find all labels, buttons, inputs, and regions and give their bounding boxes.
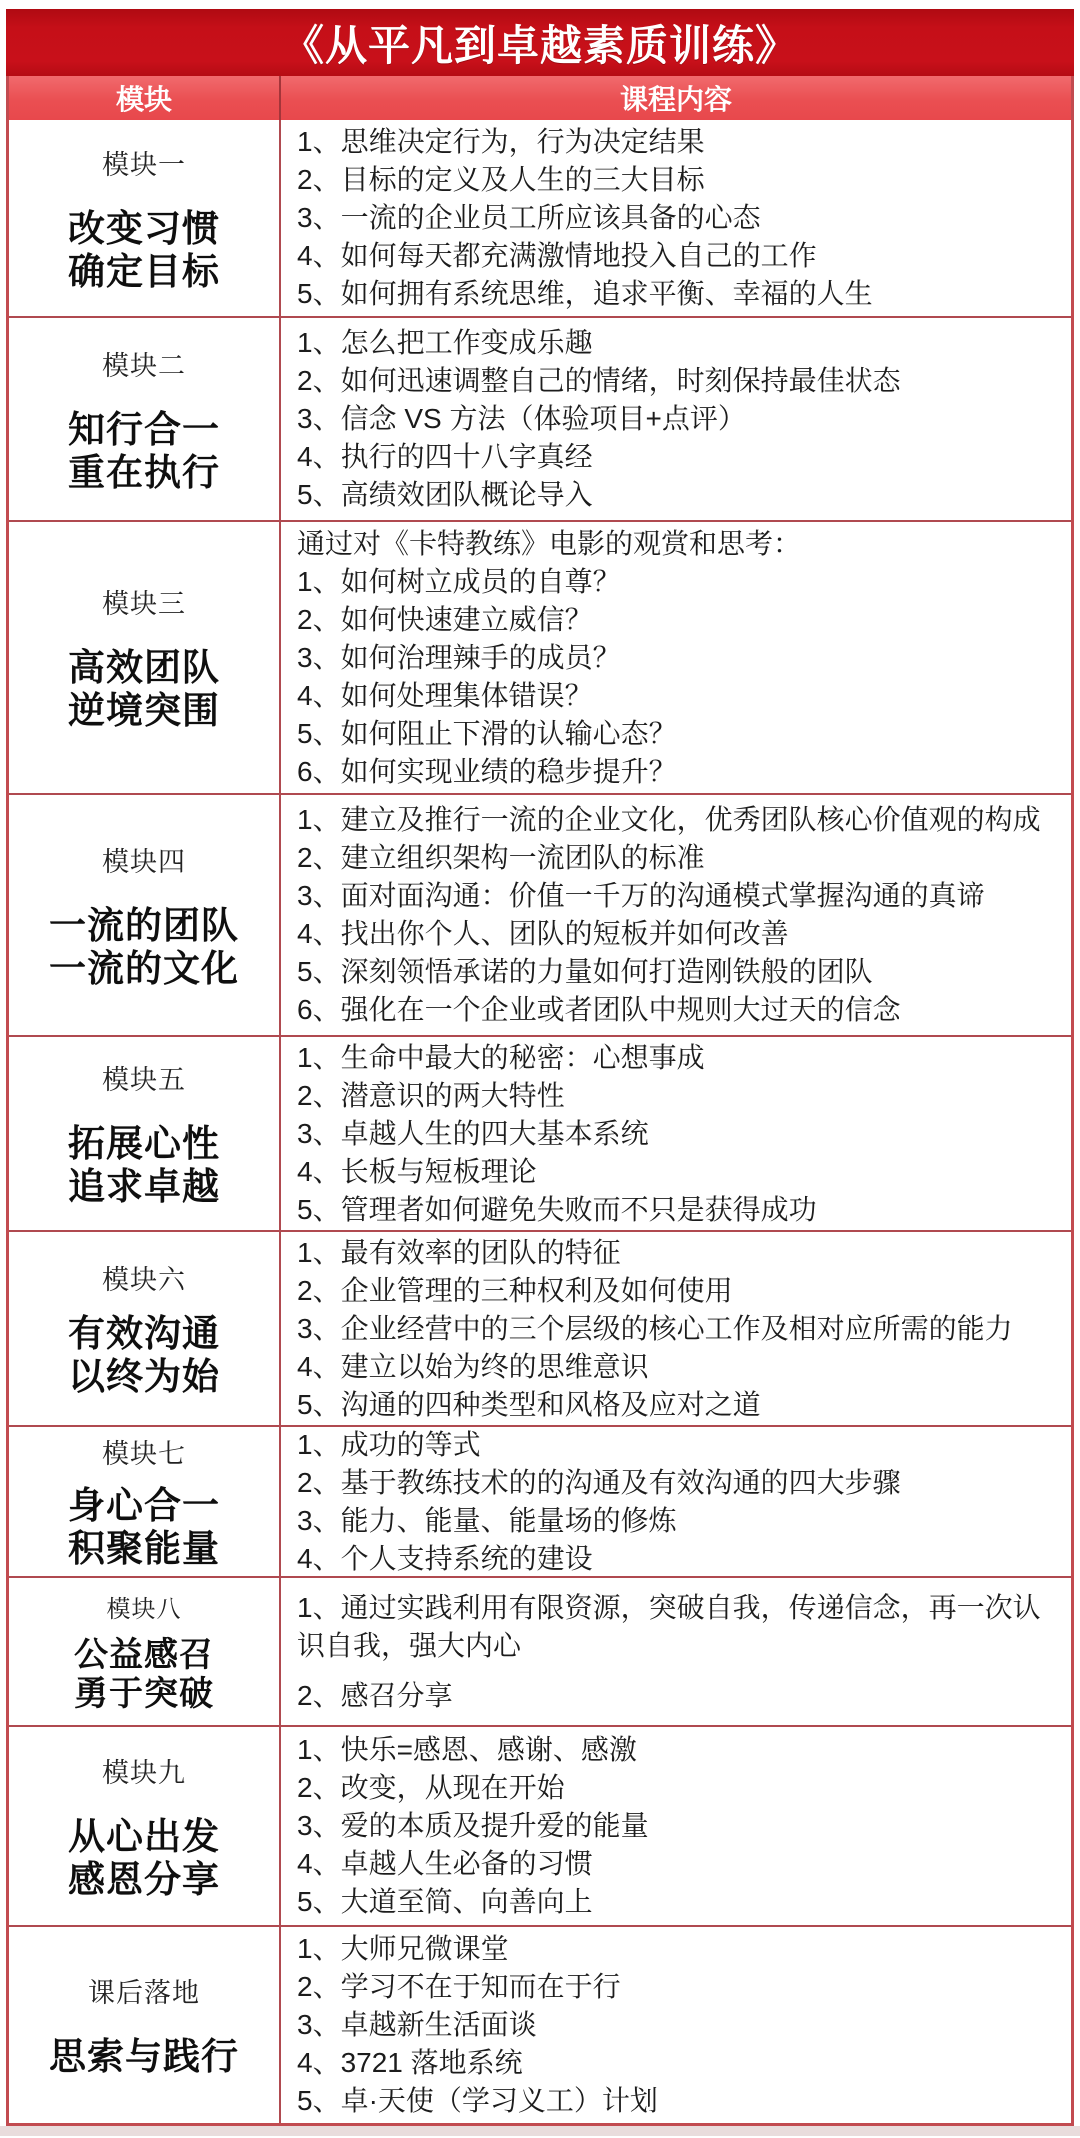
course-item: 6、强化在一个企业或者团队中规则大过天的信念: [297, 994, 901, 1025]
bottom-strip: [0, 2126, 1080, 2136]
course-item: 5、如何拥有系统思维，追求平衡、幸福的人生: [297, 278, 873, 309]
content-cell: [281, 1037, 1071, 1230]
course-item: 3、卓越新生活面谈: [297, 2009, 537, 2040]
course-item: 2、目标的定义及人生的三大目标: [297, 164, 705, 195]
course-item: 3、一流的企业员工所应该具备的心态: [297, 202, 761, 233]
column-header-module: 模块: [9, 76, 281, 120]
course-item: 4、如何处理集体错误？: [297, 679, 593, 711]
module-title-line: 知行合一: [68, 408, 220, 450]
module-title-line: 勇于突破: [74, 1675, 214, 1713]
course-item: 1、通过实践利用有限资源，突破自我，传递信念，再一次认识自我，强大内心: [297, 1591, 1041, 1661]
module-title-line: 改变习惯: [68, 207, 220, 249]
course-item: 5、管理者如何避免失败而不只是获得成功: [297, 1193, 817, 1225]
module-cell: [9, 1727, 281, 1925]
course-item: 2、潜意识的两大特性: [297, 1079, 565, 1111]
module-row-9: [9, 1725, 1071, 1925]
module-title-line: 一流的文化: [49, 947, 239, 989]
course-item: 1、如何树立成员的自尊？: [297, 565, 621, 597]
module-label: 模块二: [102, 350, 186, 381]
course-item: 5、深刻领悟承诺的力量如何打造刚铁般的团队: [297, 956, 873, 987]
content-cell: [281, 318, 1071, 520]
module-title: [68, 208, 220, 294]
module-title: [49, 2036, 239, 2079]
course-item: 2、如何快速建立威信？: [297, 603, 593, 635]
column-header-content: 课程内容: [619, 84, 732, 115]
course-item: 2、学习不在于知而在于行: [297, 1971, 621, 2002]
module-title: [68, 1313, 220, 1399]
module-cell: [9, 1037, 281, 1230]
module-title-line: 有效沟通: [68, 1313, 220, 1355]
module-row-2: [9, 316, 1071, 520]
module-title-line: 一流的团队: [49, 904, 239, 946]
module-title-line: 积聚能量: [68, 1528, 220, 1569]
course-item: 3、爱的本质及提升爱的能量: [297, 1810, 649, 1841]
module-row-10: [9, 1925, 1071, 2123]
course-item: 5、如何阻止下滑的认输心态？: [297, 717, 677, 749]
content-cell: [281, 1427, 1071, 1576]
module-cell: [9, 1232, 281, 1425]
module-row-1: [9, 120, 1071, 316]
course-item: 2、建立组织架构一流团队的标准: [297, 842, 705, 873]
course-item: 4、卓越人生必备的习惯: [297, 1848, 593, 1879]
course-item: 5、大道至简、向善向上: [297, 1886, 593, 1917]
course-item: 2、感召分享: [297, 1679, 453, 1711]
module-title: [68, 1816, 220, 1902]
module-title: [68, 647, 220, 733]
module-row-4: [9, 793, 1071, 1035]
module-cell: [9, 1427, 281, 1576]
module-cell: [9, 1578, 281, 1725]
module-cell: [9, 522, 281, 793]
course-item: 4、执行的四十八字真经: [297, 441, 593, 472]
module-label: 模块三: [102, 589, 186, 620]
course-item: 2、企业管理的三种权利及如何使用: [297, 1274, 733, 1306]
course-item: 4、长板与短板理论: [297, 1155, 537, 1187]
course-item: 1、最有效率的团队的特征: [297, 1236, 621, 1268]
module-title-line: 以终为始: [68, 1356, 220, 1397]
content-cell: [281, 120, 1071, 316]
module-label: 模块九: [102, 1757, 186, 1788]
module-label: 模块一: [102, 149, 186, 180]
course-item: 3、能力、能量、能量场的修炼: [297, 1504, 677, 1536]
module-label: 模块五: [102, 1065, 186, 1096]
module-title: [68, 1485, 220, 1571]
title-banner: [6, 9, 1074, 76]
module-title-line: 确定目标: [68, 250, 220, 292]
module-row-6: [9, 1230, 1071, 1425]
course-item: 3、企业经营中的三个层级的核心工作及相对应所需的能力: [297, 1312, 1013, 1344]
course-item: 4、建立以始为终的思维意识: [297, 1350, 649, 1382]
module-title-line: 身心合一: [68, 1485, 220, 1527]
course-item: 5、沟通的四种类型和风格及应对之道: [297, 1388, 761, 1420]
module-label: 模块四: [102, 846, 186, 877]
module-row-5: [9, 1035, 1071, 1230]
course-item: 1、生命中最大的秘密：心想事成: [297, 1041, 705, 1073]
content-cell: [281, 1927, 1071, 2123]
course-item: 3、卓越人生的四大基本系统: [297, 1117, 649, 1149]
content-cell: [281, 1727, 1071, 1925]
module-title: [49, 905, 239, 991]
module-label: 模块七: [102, 1439, 186, 1470]
course-item: 5、卓·天使（学习义工）计划: [297, 2085, 658, 2116]
module-label: 课后落地: [88, 1978, 200, 2009]
module-title: [74, 1636, 214, 1715]
module-title-line: 拓展心性: [68, 1123, 220, 1165]
content-cell: [281, 522, 1071, 793]
module-cell: [9, 1927, 281, 2123]
module-label: 模块八: [106, 1595, 182, 1623]
course-item: 1、怎么把工作变成乐趣: [297, 327, 593, 358]
module-cell: [9, 318, 281, 520]
content-cell: [281, 795, 1071, 1035]
course-item: 3、面对面沟通：价值一千万的沟通模式掌握沟通的真谛: [297, 880, 985, 911]
content-cell: [281, 1232, 1071, 1425]
module-label: 模块六: [102, 1265, 186, 1296]
module-title: [68, 409, 220, 495]
course-item: 1、快乐=感恩、感谢、感激: [297, 1734, 637, 1765]
course-item: 通过对《卡特教练》电影的观赏和思考：: [297, 527, 802, 559]
course-table: [6, 76, 1074, 2126]
module-row-7: [9, 1425, 1071, 1576]
course-item: 5、高绩效团队概论导入: [297, 479, 593, 510]
module-row-8: [9, 1576, 1071, 1725]
course-item: 4、个人支持系统的建设: [297, 1542, 593, 1574]
module-title-line: 追求卓越: [68, 1166, 220, 1207]
course-item: 2、基于教练技术的的沟通及有效沟通的四大步骤: [297, 1466, 901, 1498]
course-item: 4、找出你个人、团队的短板并如何改善: [297, 918, 789, 949]
module-title: [68, 1123, 220, 1209]
content-cell: [281, 1578, 1071, 1725]
module-cell: [9, 120, 281, 316]
module-title-line: 逆境突围: [68, 690, 220, 731]
course-item: 3、如何治理辣手的成员？: [297, 641, 621, 673]
course-item: 2、如何迅速调整自己的情绪，时刻保持最佳状态: [297, 365, 901, 396]
module-title-line: 高效团队: [68, 647, 220, 689]
course-item: 1、建立及推行一流的企业文化，优秀团队核心价值观的构成: [297, 804, 1041, 835]
course-item: 6、如何实现业绩的稳步提升？: [297, 755, 677, 787]
table-header-row: [9, 76, 1071, 120]
module-title-line: 感恩分享: [68, 1858, 220, 1900]
module-title-line: 思索与践行: [49, 2036, 239, 2078]
module-title-line: 从心出发: [68, 1815, 220, 1857]
module-cell: [9, 795, 281, 1035]
course-item: 3、信念 VS 方法（体验项目+点评）: [297, 403, 746, 434]
course-item: 1、成功的等式: [297, 1428, 481, 1460]
course-item: 4、3721 落地系统: [297, 2047, 523, 2078]
course-item: 1、大师兄微课堂: [297, 1933, 509, 1964]
module-title-line: 重在执行: [68, 451, 220, 493]
course-item: 4、如何每天都充满激情地投入自己的工作: [297, 240, 817, 271]
course-item: 1、思维决定行为，行为决定结果: [297, 126, 705, 157]
module-row-3: [9, 520, 1071, 793]
module-title-line: 公益感召: [74, 1635, 214, 1674]
page-title: 《从平凡到卓越素质训练》: [281, 21, 798, 69]
course-item: 2、改变，从现在开始: [297, 1772, 565, 1803]
